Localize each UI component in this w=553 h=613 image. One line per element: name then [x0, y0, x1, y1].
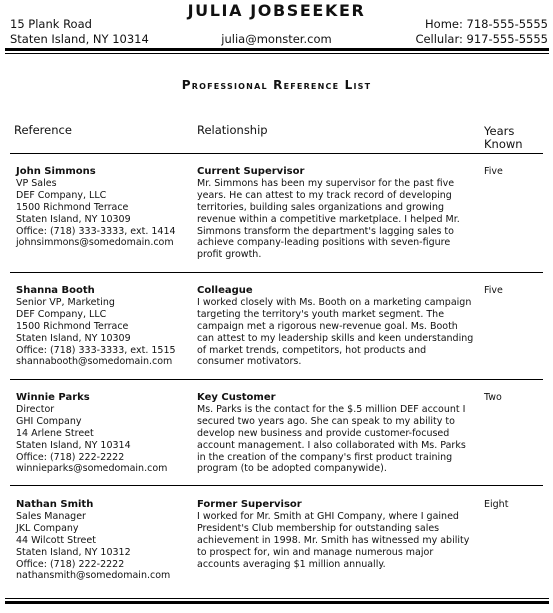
- column-header-years: [484, 125, 523, 151]
- relationship-text-line: I worked closely with Ms. Booth on a marketing campaign: [197, 296, 472, 308]
- relationship-text-line: account management. I also collaborated with Ms. Parks: [197, 439, 466, 451]
- relationship-title: Current Supervisor: [197, 166, 305, 177]
- reference-email: johnsimmons@somedomain.com: [16, 237, 174, 249]
- reference-detail: DEF Company, LLC: [16, 189, 107, 201]
- relationship-text-line: I worked for Mr. Smith at GHI Company, where I gained: [197, 510, 459, 522]
- header-rule-thick: [5, 48, 549, 51]
- relationship-block: [197, 166, 477, 261]
- relationship-text-line: years. He can attest to my track record of developing: [197, 189, 452, 201]
- reference-detail: Senior VP, Marketing: [16, 296, 115, 308]
- relationship-text-line: can attest to my leadership skills and keen understanding: [197, 332, 474, 344]
- reference-contact: [16, 166, 191, 249]
- relationship-text-line: territories, building sales organizations and growing: [197, 201, 444, 213]
- entry-separator: [10, 485, 543, 486]
- candidate-name: JULIA JOBSEEKER: [187, 1, 366, 20]
- relationship-text-line: to prospect for, win and manage numerous major: [197, 546, 434, 558]
- footer-rule-thick: [5, 601, 549, 604]
- relationship-text-line: secured two years ago. She can speak to my ability to: [197, 415, 455, 427]
- reference-detail: GHI Company: [16, 415, 82, 427]
- address-line-1: 15 Plank Road: [10, 17, 92, 31]
- reference-detail: VP Sales: [16, 177, 57, 189]
- column-header-years-line1: Years: [484, 124, 515, 138]
- reference-email: nathansmith@somedomain.com: [16, 570, 171, 582]
- entry-separator: [10, 379, 543, 380]
- column-header-rule: [10, 153, 543, 154]
- reference-email: shannabooth@somedomain.com: [16, 356, 173, 368]
- relationship-text-line: achieve company-leading positions with seven-figure: [197, 237, 451, 249]
- relationship-title: Colleague: [197, 285, 253, 296]
- relationship-text-line: program (to be adopted companywide).: [197, 463, 387, 475]
- reference-detail: Staten Island, NY 10312: [16, 546, 131, 558]
- relationship-text-line: of market trends, competitors, hot products and: [197, 344, 427, 356]
- relationship-title: Key Customer: [197, 392, 276, 403]
- reference-name: Shanna Booth: [16, 285, 95, 296]
- reference-email: winnieparks@somedomain.com: [16, 463, 168, 475]
- reference-detail: 14 Arlene Street: [16, 427, 94, 439]
- relationship-text-line: Ms. Parks is the contact for the $.5 million DEF account I: [197, 403, 466, 415]
- reference-contact: [16, 499, 191, 582]
- reference-phone: Office: (718) 333-3333, ext. 1515: [16, 344, 176, 356]
- entry-separator: [10, 272, 543, 273]
- relationship-text-line: in the creation of the company's first product training: [197, 451, 453, 463]
- reference-detail: JKL Company: [16, 522, 79, 534]
- reference-detail: 1500 Richmond Terrace: [16, 320, 129, 332]
- contact-phones: [415, 17, 548, 47]
- reference-contact: [16, 285, 191, 368]
- reference-name: John Simmons: [16, 166, 96, 177]
- relationship-text-line: campaign met a rigorous new-revenue goal. Ms. Booth: [197, 320, 458, 332]
- reference-name: Winnie Parks: [16, 392, 90, 403]
- reference-detail: Director: [16, 403, 55, 415]
- relationship-text-line: revenue within a competitive marketplace. I helped Mr.: [197, 213, 460, 225]
- relationship-text-line: Simmons transform the department's lagging sales to: [197, 225, 454, 237]
- reference-phone: Office: (718) 222-2222: [16, 451, 125, 463]
- relationship-text-line: profit growth.: [197, 249, 262, 261]
- reference-detail: 44 Wilcott Street: [16, 534, 96, 546]
- reference-detail: Staten Island, NY 10309: [16, 213, 131, 225]
- reference-detail: 1500 Richmond Terrace: [16, 201, 129, 213]
- relationship-text-line: Mr. Simmons has been my supervisor for the past five: [197, 177, 455, 189]
- relationship-block: [197, 499, 477, 570]
- reference-name: Nathan Smith: [16, 499, 94, 510]
- years-known: Five: [484, 285, 503, 296]
- relationship-text-line: achievement in 1998. Mr. Smith has witnessed my ability: [197, 534, 470, 546]
- address-line-2: Staten Island, NY 10314: [10, 32, 149, 46]
- reference-detail: DEF Company, LLC: [16, 308, 107, 320]
- reference-detail: Sales Manager: [16, 510, 86, 522]
- relationship-title: Former Supervisor: [197, 499, 302, 510]
- column-header-years-line2: Known: [484, 137, 523, 151]
- reference-contact: [16, 392, 191, 475]
- reference-detail: Staten Island, NY 10314: [16, 439, 131, 451]
- relationship-text-line: accounts averaging $1 million annually.: [197, 558, 386, 570]
- years-known: Five: [484, 166, 503, 177]
- footer-rule-thin: [5, 598, 549, 599]
- relationship-block: [197, 285, 477, 368]
- years-known: Eight: [484, 499, 509, 510]
- reference-detail: Staten Island, NY 10309: [16, 332, 131, 344]
- relationship-text-line: President's Club membership for outstanding sales: [197, 522, 440, 534]
- reference-phone: Office: (718) 222-2222: [16, 558, 125, 570]
- document-title: Professional Reference List: [181, 78, 372, 92]
- reference-phone: Office: (718) 333-3333, ext. 1414: [16, 225, 176, 237]
- phone-cell: Cellular: 917-555-5555: [415, 32, 548, 46]
- relationship-text-line: targeting the territory's youth market segment. The: [197, 308, 445, 320]
- relationship-block: [197, 392, 477, 475]
- phone-home: Home: 718-555-5555: [425, 17, 548, 31]
- header-rule-thin: [5, 53, 549, 54]
- column-header-relationship: Relationship: [197, 123, 268, 137]
- relationship-text-line: consumer motivators.: [197, 356, 302, 368]
- contact-email: julia@monster.com: [221, 32, 332, 46]
- relationship-text-line: develop new business and provide customer-focused: [197, 427, 450, 439]
- column-header-reference: Reference: [14, 123, 72, 137]
- years-known: Two: [484, 392, 502, 403]
